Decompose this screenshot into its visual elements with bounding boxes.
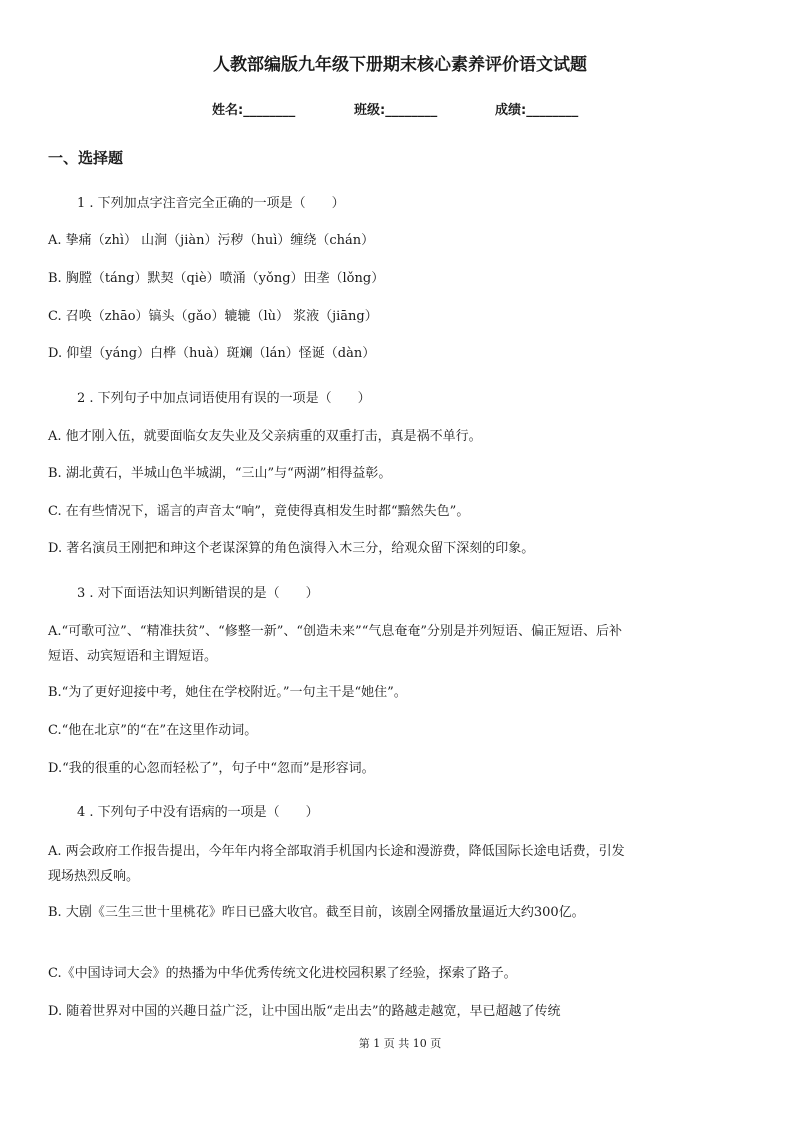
question-3-option-d: D.“我的很重的心忽而轻松了”，句子中“忽而”是形容词。	[48, 761, 375, 776]
question-1-stem: 1 . 下列加点字注音完全正确的一项是（ ）	[77, 196, 345, 211]
name-field: 姓名:________	[212, 103, 296, 118]
question-4-stem: 4 . 下列句子中没有语病的一项是（ ）	[77, 805, 319, 820]
question-3-option-b: B.“为了更好迎接中考，她住在学校附近。”一句主干是“她住”。	[48, 685, 407, 700]
question-2-stem: 2 . 下列句子中加点词语使用有误的一项是（ ）	[77, 391, 371, 406]
section-heading: 一、选择题	[48, 149, 124, 167]
page-footer: 第 1 页 共 10 页	[358, 1037, 442, 1050]
question-4-option-b: B. 大剧《三生三世十里桃花》昨日已盛大收官。截至目前，该剧全网播放量逼近大约300亿。	[48, 905, 585, 920]
question-1-option-b: B. 胸膛（táng）默契（qiè）喷涌（yǒng）田垄（lǒng）	[48, 271, 385, 286]
question-1-option-c: C. 召唤（zhāo）镐头（gǎo）辘辘（lù） 浆液（jiāng）	[48, 309, 378, 324]
question-3-option-a: A.“可歌可泣”、“精准扶贫”、“修整一新”、“创造未来”“气息奄奄”分别是并列短语、偏正短语、后补短语、动宾短语和主谓短语。	[48, 624, 622, 664]
question-4-option-d: D. 随着世界对中国的兴趣日益广泛，让中国出版“走出去”的路越走越宽，早已超越了传统	[48, 1004, 561, 1019]
question-4-option-c: C.《中国诗词大会》的热播为中华优秀传统文化进校园积累了经验，探索了路子。	[48, 966, 517, 981]
question-2-option-b: B. 湖北黄石，半城山色半城湖，“三山”与“两湖”相得益彰。	[48, 466, 392, 481]
score-field: 成绩:________	[495, 103, 579, 118]
page-title: 人教部编版九年级下册期末核心素养评价语文试题	[213, 55, 587, 75]
question-2-option-d: D. 著名演员王刚把和珅这个老谋深算的角色演得入木三分，给观众留下深刻的印象。	[48, 541, 535, 556]
question-1-option-a: A. 挚痛（zhì） 山涧（jiàn）污秽（huì）缠绕（chán）	[48, 233, 375, 248]
class-field: 班级:________	[354, 103, 438, 118]
question-4-option-a: A. 两会政府工作报告提出，今年年内将全部取消手机国内长途和漫游费，降低国际长途电话费，引发现场热烈反响。	[48, 844, 625, 884]
question-3-option-c: C.“他在北京”的“在”在这里作动词。	[48, 723, 258, 738]
question-2-option-a: A. 他才刚入伍，就要面临女友失业及父亲病重的双重打击，真是祸不单行。	[48, 429, 482, 444]
question-3-stem: 3 . 对下面语法知识判断错误的是（ ）	[77, 586, 319, 601]
question-1-option-d: D. 仰望（yáng）白桦（huà）斑斓（lán）怪诞（dàn）	[48, 346, 376, 361]
question-2-option-c: C. 在有些情况下，谣言的声音太“响”，竟使得真相发生时都“黯然失色”。	[48, 504, 470, 519]
